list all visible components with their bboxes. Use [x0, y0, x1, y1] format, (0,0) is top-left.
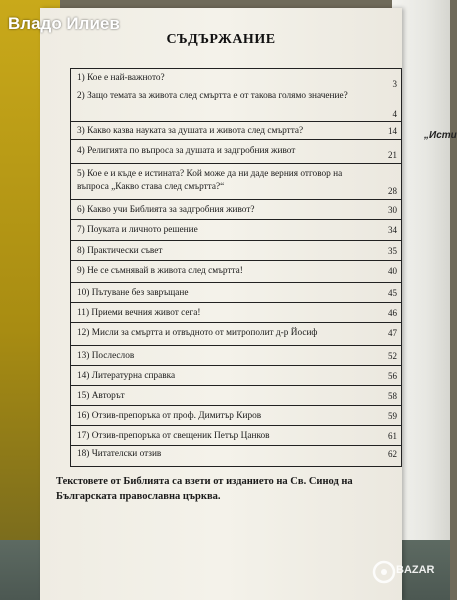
- bible-source-note: Текстовете от Библията са взети от изданието на Св. Синод на Българската православна църква.: [56, 476, 353, 502]
- toc-row: [71, 282, 401, 303]
- toc-page: 61: [388, 431, 397, 441]
- page-title: СЪДЪРЖАНИЕ: [166, 32, 276, 47]
- toc-page: 14: [388, 126, 397, 136]
- toc-title: 9) Не се съмнявай в живота след смъртта!: [77, 266, 243, 276]
- toc-page: 40: [388, 266, 397, 276]
- toc-title: 16) Отзив-препоръка от проф. Димитър Киров: [77, 411, 262, 421]
- watermark-author: Владо Илиев: [8, 14, 120, 33]
- toc-row: [71, 163, 401, 200]
- toc-table: [70, 68, 402, 446]
- toc-page: 4: [392, 109, 397, 119]
- toc-row: [71, 87, 401, 121]
- toc-title: 1) Кое е най-важното?: [77, 73, 165, 83]
- document-page: [40, 8, 402, 600]
- toc-title: 3) Какво казва науката за душата и живота след смъртта?: [77, 126, 304, 136]
- toc-row: [71, 199, 401, 220]
- toc-row: [71, 345, 401, 366]
- toc-page: 34: [388, 225, 397, 235]
- toc-page: 21: [388, 150, 397, 160]
- toc-page: 52: [388, 351, 397, 361]
- toc-title: 13) Послеслов: [77, 351, 135, 361]
- toc-title: 10) Пътуване без завръщане: [77, 288, 189, 298]
- toc-title: 7) Поуката и личното решение: [77, 225, 198, 235]
- toc-title: 12) Мисли за смъртта и отвъдното от митрополит д-р Йосиф: [77, 328, 318, 338]
- toc-row: [71, 219, 401, 241]
- bazar-logo: [372, 552, 442, 592]
- side-book-text: „Исти: [424, 130, 457, 141]
- toc-page: 58: [388, 391, 397, 401]
- toc-title: 14) Литературна справка: [77, 371, 176, 381]
- toc-row: [70, 444, 402, 467]
- toc-row: [71, 121, 401, 140]
- toc-title: 18) Читателски отзив: [77, 449, 162, 459]
- toc-title: 2) Защо темата за живота след смъртта е от такова голямо значение?: [77, 91, 348, 101]
- toc-row: [71, 365, 401, 386]
- toc-page: 62: [388, 449, 397, 459]
- toc-page: 45: [388, 288, 397, 298]
- toc-title: 11) Приеми вечния живот сега!: [77, 308, 201, 318]
- toc-row: [71, 240, 401, 261]
- toc-page: 28: [388, 186, 397, 196]
- logo-text: BAZAR: [396, 564, 435, 576]
- toc-page: 59: [388, 411, 397, 421]
- toc-row: [71, 385, 401, 406]
- toc-row: [71, 260, 401, 283]
- toc-page: 30: [388, 205, 397, 215]
- toc-page: 56: [388, 371, 397, 381]
- toc-page: 46: [388, 308, 397, 318]
- toc-row: [71, 302, 401, 323]
- toc-title: 5) Кое е и къде е истината? Кой може да ни даде верния отговор на въпроса „Какво става след смъртта?“: [77, 169, 343, 192]
- toc-page: 3: [392, 79, 397, 89]
- toc-row: [71, 405, 401, 426]
- toc-page: 47: [388, 328, 397, 338]
- toc-row: [71, 69, 401, 87]
- toc-row: [71, 322, 401, 346]
- toc-title: 8) Практически съвет: [77, 246, 163, 256]
- toc-title: 17) Отзив-препоръка от свещеник Петър Цанков: [77, 431, 270, 441]
- toc-title: 15) Авторът: [77, 391, 125, 401]
- toc-row: [71, 139, 401, 164]
- toc-row: [71, 425, 401, 446]
- toc-title: 6) Какво учи Библията за задгробния живот?: [77, 205, 255, 215]
- toc-page: 35: [388, 246, 397, 256]
- toc-title: 4) Религията по въпроса за душата и задгробния живот: [77, 146, 296, 156]
